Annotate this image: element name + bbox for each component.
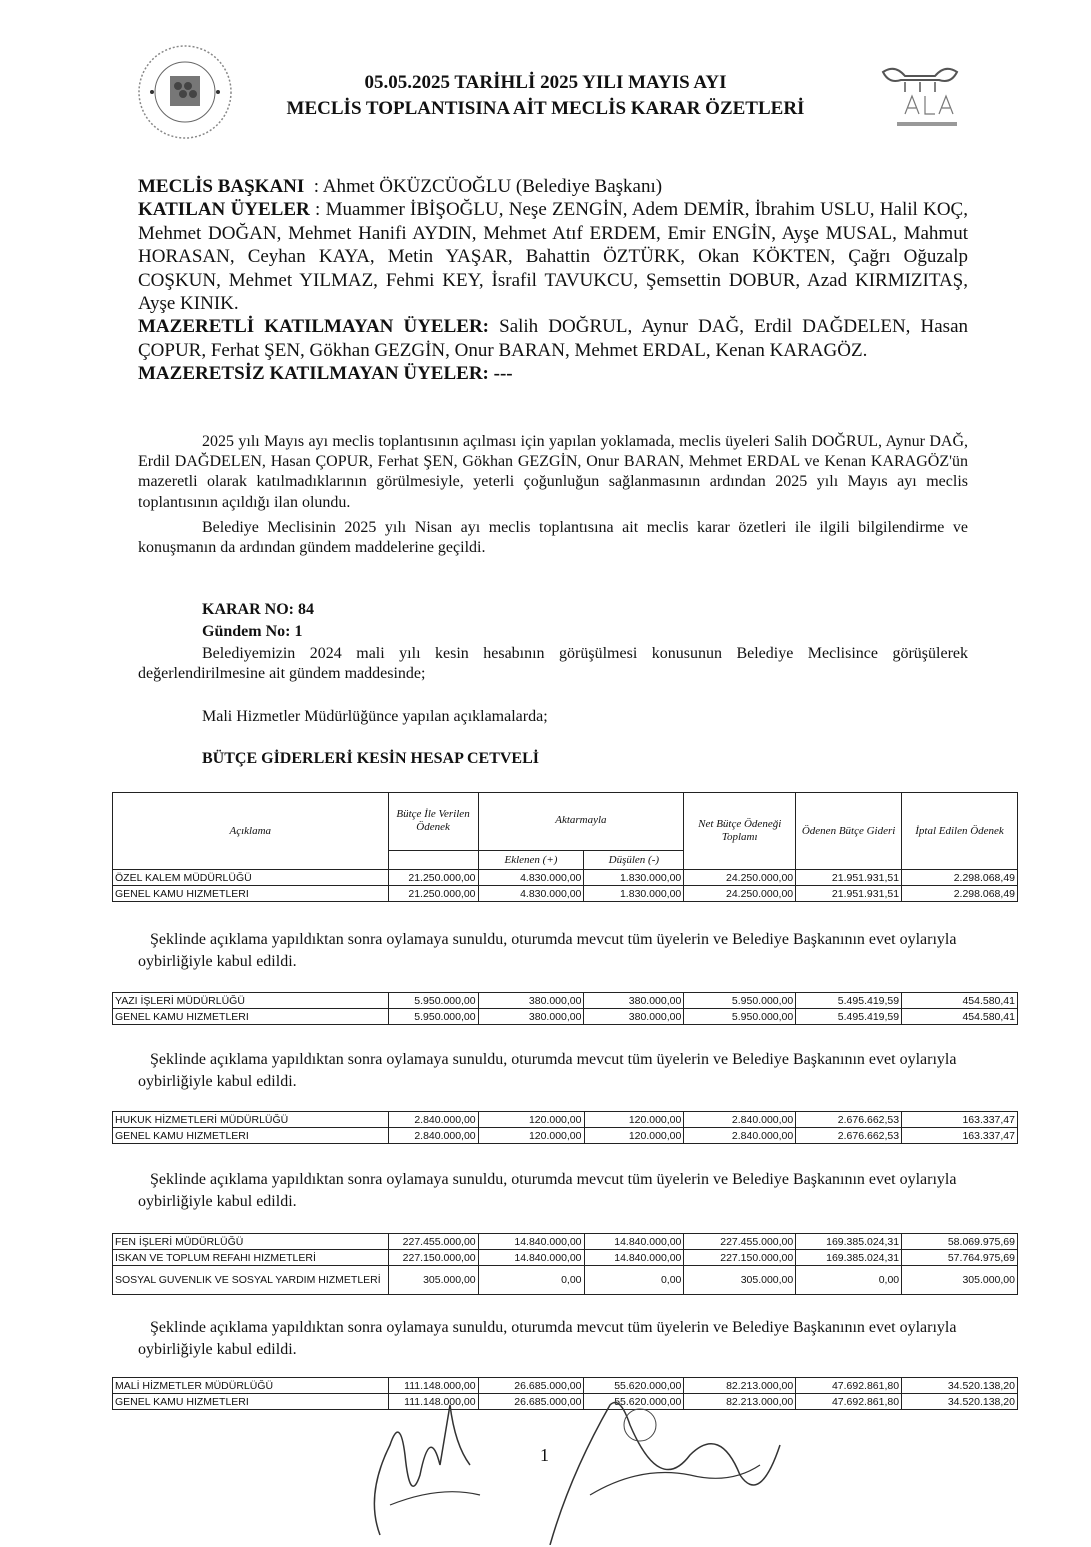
row-amount-cell: 380.000,00 <box>478 1009 584 1025</box>
row-amount-cell: 58.069.975,69 <box>902 1234 1018 1250</box>
table-row <box>113 1266 1018 1295</box>
row-amount-cell: 163.337,47 <box>902 1128 1018 1144</box>
budget-table-1 <box>112 792 1018 902</box>
row-amount-cell: 5.950.000,00 <box>684 1009 796 1025</box>
table-row <box>113 886 1018 902</box>
row-amount-cell: 4.830.000,00 <box>478 886 584 902</box>
row-amount-cell: 14.840.000,00 <box>478 1250 584 1266</box>
table-row <box>113 1128 1018 1144</box>
document-title-line2: MECLİS TOPLANTISINA AİT MECLİS KARAR ÖZETLERİ <box>286 98 805 119</box>
opening-paragraph-1: 2025 yılı Mayıs ayı meclis toplantısının açılması için yapılan yoklamada, meclis üyeleri Salih DOĞRUL, Aynur DAĞ, Erdil DAĞDELEN, Hasan ÇOPUR, Ferhat ŞEN, Gökhan GEZGİN, Onur BARAN, Mehmet ERDAL ve Kenan KARAGÖZ'ün mazeretli olarak katılmadıklarının görülmesiyle, yeterli çoğunluğun sağlanmasının ardından 2025 yılı Mayıs ayı meclis toplantısının açıldığı ilan olundu. <box>138 433 968 511</box>
row-amount-cell: 305.000,00 <box>684 1266 796 1295</box>
row-amount-cell: 111.148.000,00 <box>388 1394 478 1410</box>
row-amount-cell: 2.298.068,49 <box>902 886 1018 902</box>
column-logo-icon <box>875 62 965 132</box>
row-amount-cell: 21.250.000,00 <box>388 886 478 902</box>
vote-result-3: Şeklinde açıklama yapıldıktan sonra oylamaya sunuldu, oturumda mevcut tüm üyelerin ve Belediye Başkanının evet oylarıyla oybirliğiyle kabul edildi. <box>138 1171 957 1210</box>
budget-table-2 <box>112 992 1018 1025</box>
row-amount-cell: 2.676.662,53 <box>796 1128 902 1144</box>
row-amount-cell: 47.692.861,80 <box>796 1378 902 1394</box>
page-number: 1 <box>540 1445 549 1465</box>
row-amount-cell: 454.580,41 <box>902 1009 1018 1025</box>
row-amount-cell: 5.495.419,59 <box>796 1009 902 1025</box>
row-amount-cell: 2.840.000,00 <box>684 1128 796 1144</box>
row-amount-cell: 21.250.000,00 <box>388 870 478 886</box>
unexcused-line <box>138 362 968 385</box>
header-dusulen: Düşülen (-) <box>584 850 684 869</box>
header-eklenen: Eklenen (+) <box>478 850 584 869</box>
vote-result-4: Şeklinde açıklama yapıldıktan sonra oylamaya sunuldu, oturumda mevcut tüm üyelerin ve Belediye Başkanının evet oylarıyla oybirliğiyle kabul edildi. <box>138 1319 957 1358</box>
vote-result-1: Şeklinde açıklama yapıldıktan sonra oylamaya sunuldu, oturumda mevcut tüm üyelerin ve Belediye Başkanının evet oylarıyla oybirliğiyle kabul edildi. <box>138 931 957 970</box>
row-description-cell: FEN İŞLERİ MÜDÜRLÜĞÜ <box>113 1234 389 1250</box>
header-aktarmayla: Aktarmayla <box>478 793 684 851</box>
decision-text: Belediyemizin 2024 mali yılı kesin hesabının görüşülmesi konusunun Belediye Meclisince görüşülerek değerlendirilmesine ait gündem maddesinde; <box>138 645 968 683</box>
opening-paragraph-2: Belediye Meclisinin 2025 yılı Nisan ayı meclis toplantısına ait meclis karar özetleri ile ilgili bilgilendirme ve konuşmanın da ardından gündem maddelerine geçildi. <box>138 519 968 557</box>
members-line <box>138 198 968 315</box>
row-amount-cell: 1.830.000,00 <box>584 870 684 886</box>
row-description-cell: MALİ HİZMETLER MÜDÜRLÜĞÜ <box>113 1378 389 1394</box>
document-title-line1: 05.05.2025 TARİHLİ 2025 YILI MAYIS AYI <box>364 72 727 93</box>
row-description-cell: GENEL KAMU HIZMETLERI <box>113 1128 389 1144</box>
table-row <box>113 1250 1018 1266</box>
row-amount-cell: 82.213.000,00 <box>684 1394 796 1410</box>
row-amount-cell: 26.685.000,00 <box>478 1378 584 1394</box>
row-amount-cell: 5.950.000,00 <box>684 993 796 1009</box>
row-amount-cell: 2.840.000,00 <box>684 1112 796 1128</box>
row-amount-cell: 47.692.861,80 <box>796 1394 902 1410</box>
row-amount-cell: 120.000,00 <box>584 1112 684 1128</box>
row-description-cell: YAZI İŞLERİ MÜDÜRLÜĞÜ <box>113 993 389 1009</box>
president-value: : Ahmet ÖKÜZCÜOĞLU (Belediye Başkanı) <box>313 176 663 197</box>
row-amount-cell: 55.620.000,00 <box>584 1378 684 1394</box>
vote-result-2: Şeklinde açıklama yapıldıktan sonra oylamaya sunuldu, oturumda mevcut tüm üyelerin ve Belediye Başkanının evet oylarıyla oybirliğiyle kabul edildi. <box>138 1051 957 1090</box>
table-row <box>113 870 1018 886</box>
president-line <box>138 175 968 198</box>
excused-value: Salih DOĞRUL, Aynur DAĞ, Erdil DAĞDELEN, Hasan ÇOPUR, Ferhat ŞEN, Gökhan GEZGİN, Onur BARAN, Mehmet ERDAL, Kenan KARAGÖZ. <box>138 316 969 361</box>
budget-table-3 <box>112 1111 1018 1144</box>
row-amount-cell: 454.580,41 <box>902 993 1018 1009</box>
financial-services-note: Mali Hizmetler Müdürlüğünce yapılan açıklamalarda; <box>202 708 548 725</box>
handwritten-signatures <box>360 1385 800 1545</box>
attendance-block <box>138 175 968 386</box>
header-odenen: Ödenen Bütçe Gideri <box>796 793 902 870</box>
unexcused-label: MAZERETSİZ KATILMAYAN ÜYELER: <box>138 363 489 385</box>
row-description-cell: ÖZEL KALEM MÜDÜRLÜĞÜ <box>113 870 389 886</box>
row-description-cell: GENEL KAMU HIZMETLERI <box>113 1394 389 1410</box>
row-amount-cell: 24.250.000,00 <box>684 870 796 886</box>
table-row <box>113 1234 1018 1250</box>
row-amount-cell: 26.685.000,00 <box>478 1394 584 1410</box>
row-amount-cell: 14.840.000,00 <box>478 1234 584 1250</box>
row-description-cell: HUKUK HİZMETLERİ MÜDÜRLÜĞÜ <box>113 1112 389 1128</box>
row-amount-cell: 111.148.000,00 <box>388 1378 478 1394</box>
excused-label: MAZERETLİ KATILMAYAN ÜYELER: <box>138 316 490 338</box>
budget-table-2-body <box>113 993 1018 1025</box>
row-amount-cell: 0,00 <box>584 1266 684 1295</box>
row-amount-cell: 227.150.000,00 <box>388 1250 478 1266</box>
header-net: Net Bütçe Ödeneği Toplamı <box>684 793 796 870</box>
header-aciklama: Açıklama <box>113 793 389 870</box>
budget-table-4 <box>112 1233 1018 1295</box>
row-amount-cell: 21.951.931,51 <box>796 870 902 886</box>
members-value: : Muammer İBİŞOĞLU, Neşe ZENGİN, Adem DEMİR, İbrahim USLU, Halil KOÇ, Mehmet DOĞAN, Mehmet Hanifi AYDIN, Mehmet Atıf ERDEM, Emir ENGİN, Ayşe MUSAL, Mahmut HORASAN, Ceyhan KAYA, Metin YAŞAR, Bahattin ÖZTÜRK, Okan KÖKTEN, Çağrı Oğuzalp COŞKUN, Mehmet YILMAZ, Fehmi KEY, İsrafil TAVUKCU, Şemsettin DOBUR, Azad KIRMIZITAŞ, Ayşe KINIK. <box>138 199 968 315</box>
table-row <box>113 1009 1018 1025</box>
president-label: MECLİS BAŞKANI <box>138 176 305 197</box>
budget-table-1-body <box>113 870 1018 902</box>
row-amount-cell: 5.950.000,00 <box>388 993 478 1009</box>
budget-table-4-body <box>113 1234 1018 1295</box>
row-amount-cell: 2.840.000,00 <box>388 1128 478 1144</box>
row-amount-cell: 163.337,47 <box>902 1112 1018 1128</box>
row-amount-cell: 2.676.662,53 <box>796 1112 902 1128</box>
row-amount-cell: 57.764.975,69 <box>902 1250 1018 1266</box>
table-row <box>113 1112 1018 1128</box>
row-amount-cell: 4.830.000,00 <box>478 870 584 886</box>
row-description-cell: SOSYAL GUVENLIK VE SOSYAL YARDIM HIZMETLERİ <box>113 1266 389 1295</box>
row-amount-cell: 0,00 <box>478 1266 584 1295</box>
row-description-cell: ISKAN VE TOPLUM REFAHI HIZMETLERİ <box>113 1250 389 1266</box>
budget-table-3-body <box>113 1112 1018 1144</box>
header-iptal: İptal Edilen Ödenek <box>902 793 1018 870</box>
row-amount-cell: 21.951.931,51 <box>796 886 902 902</box>
unexcused-value: --- <box>493 363 513 385</box>
row-amount-cell: 380.000,00 <box>584 993 684 1009</box>
row-amount-cell: 2.298.068,49 <box>902 870 1018 886</box>
row-amount-cell: 120.000,00 <box>584 1128 684 1144</box>
row-amount-cell: 34.520.138,20 <box>902 1394 1018 1410</box>
row-amount-cell: 55.620.000,00 <box>584 1394 684 1410</box>
row-amount-cell: 1.830.000,00 <box>584 886 684 902</box>
row-amount-cell: 169.385.024,31 <box>796 1250 902 1266</box>
row-amount-cell: 2.840.000,00 <box>388 1112 478 1128</box>
row-amount-cell: 0,00 <box>796 1266 902 1295</box>
row-amount-cell: 227.455.000,00 <box>388 1234 478 1250</box>
table-row <box>113 993 1018 1009</box>
row-amount-cell: 5.950.000,00 <box>388 1009 478 1025</box>
row-amount-cell: 5.495.419,59 <box>796 993 902 1009</box>
row-amount-cell: 120.000,00 <box>478 1112 584 1128</box>
row-amount-cell: 120.000,00 <box>478 1128 584 1144</box>
members-label: KATILAN ÜYELER <box>138 199 310 221</box>
header-butce: Bütçe İle Verilen Ödenek <box>388 793 478 851</box>
table-title: BÜTÇE GİDERLERİ KESİN HESAP CETVELİ <box>202 750 539 767</box>
row-amount-cell: 82.213.000,00 <box>684 1378 796 1394</box>
row-amount-cell: 169.385.024,31 <box>796 1234 902 1250</box>
row-amount-cell: 14.840.000,00 <box>584 1250 684 1266</box>
excused-line <box>138 315 968 362</box>
row-amount-cell: 14.840.000,00 <box>584 1234 684 1250</box>
row-amount-cell: 24.250.000,00 <box>684 886 796 902</box>
row-amount-cell: 380.000,00 <box>478 993 584 1009</box>
row-amount-cell: 227.150.000,00 <box>684 1250 796 1266</box>
row-description-cell: GENEL KAMU HIZMETLERI <box>113 1009 389 1025</box>
row-amount-cell: 305.000,00 <box>388 1266 478 1295</box>
agenda-number: Gündem No: 1 <box>202 623 303 640</box>
row-amount-cell: 34.520.138,20 <box>902 1378 1018 1394</box>
decision-number: KARAR NO: 84 <box>202 601 314 618</box>
row-amount-cell: 305.000,00 <box>902 1266 1018 1295</box>
row-amount-cell: 380.000,00 <box>584 1009 684 1025</box>
row-description-cell: GENEL KAMU HIZMETLERI <box>113 886 389 902</box>
row-amount-cell: 227.455.000,00 <box>684 1234 796 1250</box>
